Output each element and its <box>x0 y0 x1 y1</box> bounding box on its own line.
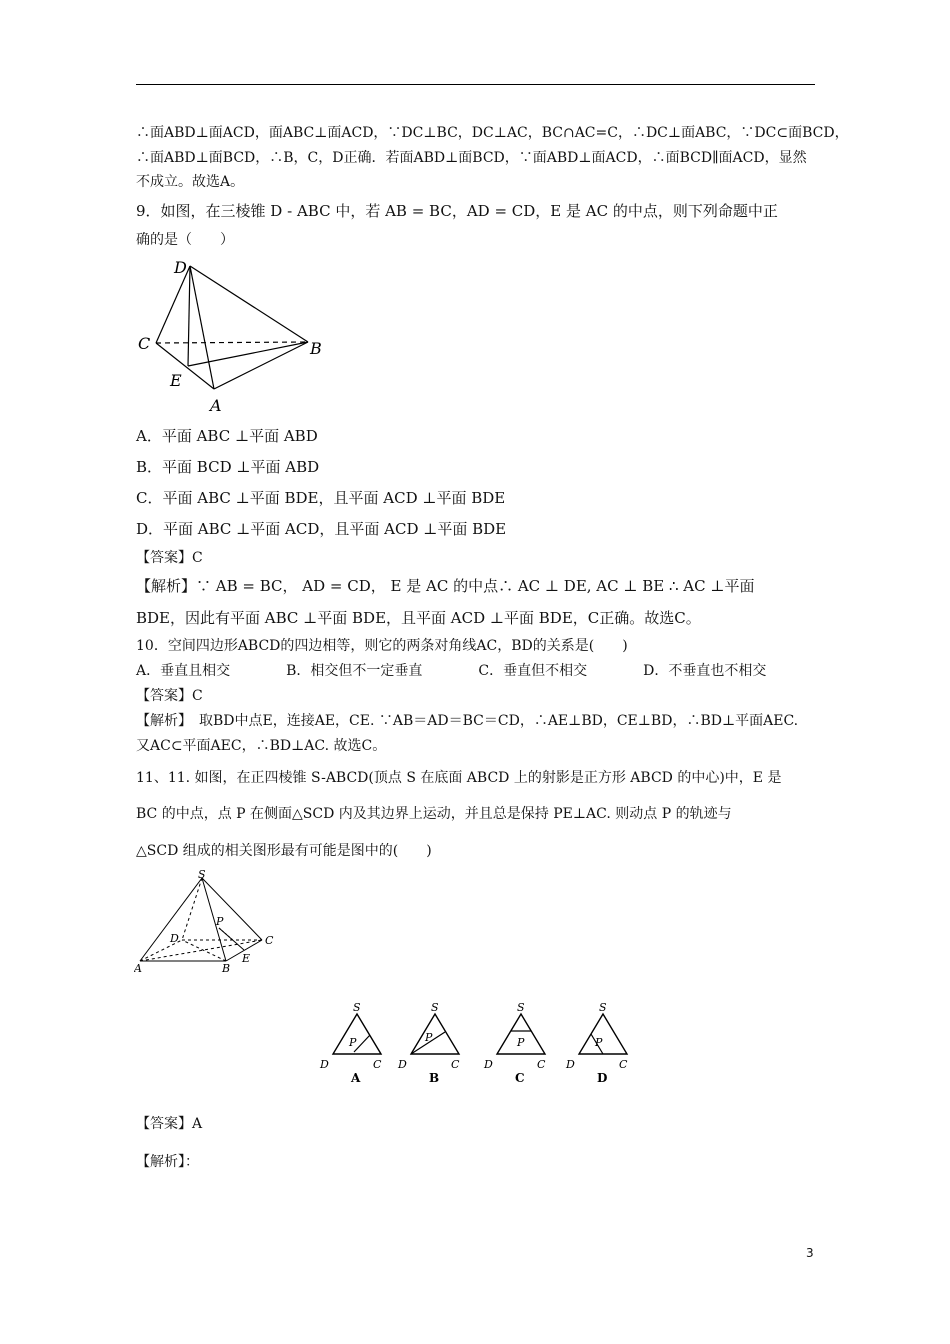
option-c: C．平面 ABC ⊥平面 BDE，且平面 ACD ⊥平面 BDE <box>136 489 506 507</box>
option-tag: C <box>515 1071 525 1085</box>
label-c: C <box>138 334 151 353</box>
label-b: B <box>310 339 322 358</box>
text-line: ∴面ABD⊥面BCD，∴B，C，D正确．若面ABD⊥面BCD，∵面ABD⊥面ACD，∴面BCD∥面ACD，显然 <box>136 150 807 166</box>
label-s: S <box>599 1001 607 1014</box>
label-e: E <box>242 952 251 965</box>
answer: 【答案】C <box>136 550 203 566</box>
text-line: 不成立。故选A。 <box>136 174 245 190</box>
tetrahedron-figure <box>136 256 336 416</box>
question-10-options: A．垂直且相交 B．相交但不一定垂直 C．垂直但不相交 D．不垂直也不相交 <box>136 663 767 679</box>
text-line: 确的是（ ） <box>136 232 234 248</box>
label-p: P <box>216 915 224 928</box>
option-tag: A <box>351 1071 361 1085</box>
label-s: S <box>517 1001 525 1014</box>
label-d: D <box>398 1058 407 1071</box>
label-p: P <box>517 1036 525 1049</box>
analysis-cont: 又AC⊂平面AEC，∴BD⊥AC. 故选C。 <box>136 738 387 754</box>
label-c: C <box>265 934 274 947</box>
analysis-cont: BDE，因此有平面 ABC ⊥平面 BDE，且平面 ACD ⊥平面 BDE，C正确。故选C。 <box>136 609 701 627</box>
label-a: A <box>134 962 142 975</box>
option-b-figure <box>397 1001 460 1085</box>
option-b: B．平面 BCD ⊥平面 ABD <box>136 458 320 476</box>
label-s: S <box>353 1001 361 1014</box>
label-a: A <box>210 396 222 415</box>
label-e: E <box>170 371 182 390</box>
text-line: △SCD 组成的相关图形最有可能是图中的( ) <box>136 843 432 859</box>
label-c: C <box>373 1058 382 1071</box>
question-9: 9．如图，在三棱锥 D - ABC 中，若 AB = BC，AD = CD，E 是 AC 的中点，则下列命题中正 <box>136 202 778 220</box>
label-c: C <box>451 1058 460 1071</box>
analysis: 【解析】： <box>136 1154 199 1170</box>
option-a-figure <box>319 1001 382 1085</box>
label-c: C <box>619 1058 628 1071</box>
answer-options-figure <box>315 998 645 1090</box>
answer: 【答案】A <box>136 1116 203 1132</box>
label-d: D <box>320 1058 329 1071</box>
question-10: 10．空间四边形ABCD的四边相等，则它的两条对角线AC，BD的关系是( ) <box>136 638 628 654</box>
label-d: D <box>170 932 179 945</box>
option-c-figure <box>483 1001 546 1085</box>
analysis: 【解析】∵ AB = BC， AD = CD， E 是 AC 的中点∴ AC ⊥ DE, AC ⊥ BE ∴ AC ⊥平面 <box>136 577 755 595</box>
label-s: S <box>431 1001 439 1014</box>
analysis: 【解析】 取BD中点E，连接AE，CE. ∵AB＝AD＝BC＝CD，∴AE⊥BD，CE⊥BD，∴BD⊥平面AEC. <box>136 713 799 729</box>
option-tag: D <box>597 1071 608 1085</box>
text-line: ∴面ABD⊥面ACD，面ABC⊥面ACD，∵DC⊥BC，DC⊥AC，BC∩AC=C，∴DC⊥面ABC，∵DC⊂面BCD， <box>136 125 849 141</box>
label-d: D <box>484 1058 493 1071</box>
text-line: BC 的中点，点 P 在侧面△SCD 内及其边界上运动，并且总是保持 PE⊥AC. 则动点 P 的轨迹与 <box>136 806 732 822</box>
pyramid-figure <box>134 866 284 976</box>
label-s: S <box>198 868 206 881</box>
label-d: D <box>174 258 187 277</box>
page-number: 3 <box>806 1246 814 1260</box>
label-p: P <box>425 1031 433 1044</box>
question-11: 11、11. 如图，在正四棱锥 S-ABCD(顶点 S 在底面 ABCD 上的射影是正方形 ABCD 的中心)中，E 是 <box>136 770 782 786</box>
label-p: P <box>349 1036 357 1049</box>
label-p: P <box>595 1036 603 1049</box>
label-d: D <box>566 1058 575 1071</box>
label-b: B <box>222 962 231 975</box>
header-rule <box>136 84 815 85</box>
option-d: D．平面 ABC ⊥平面 ACD，且平面 ACD ⊥平面 BDE <box>136 520 507 538</box>
answer: 【答案】C <box>136 688 203 704</box>
label-c: C <box>537 1058 546 1071</box>
option-tag: B <box>429 1071 440 1085</box>
option-a: A．平面 ABC ⊥平面 ABD <box>136 427 318 445</box>
option-d-figure <box>565 1001 628 1085</box>
